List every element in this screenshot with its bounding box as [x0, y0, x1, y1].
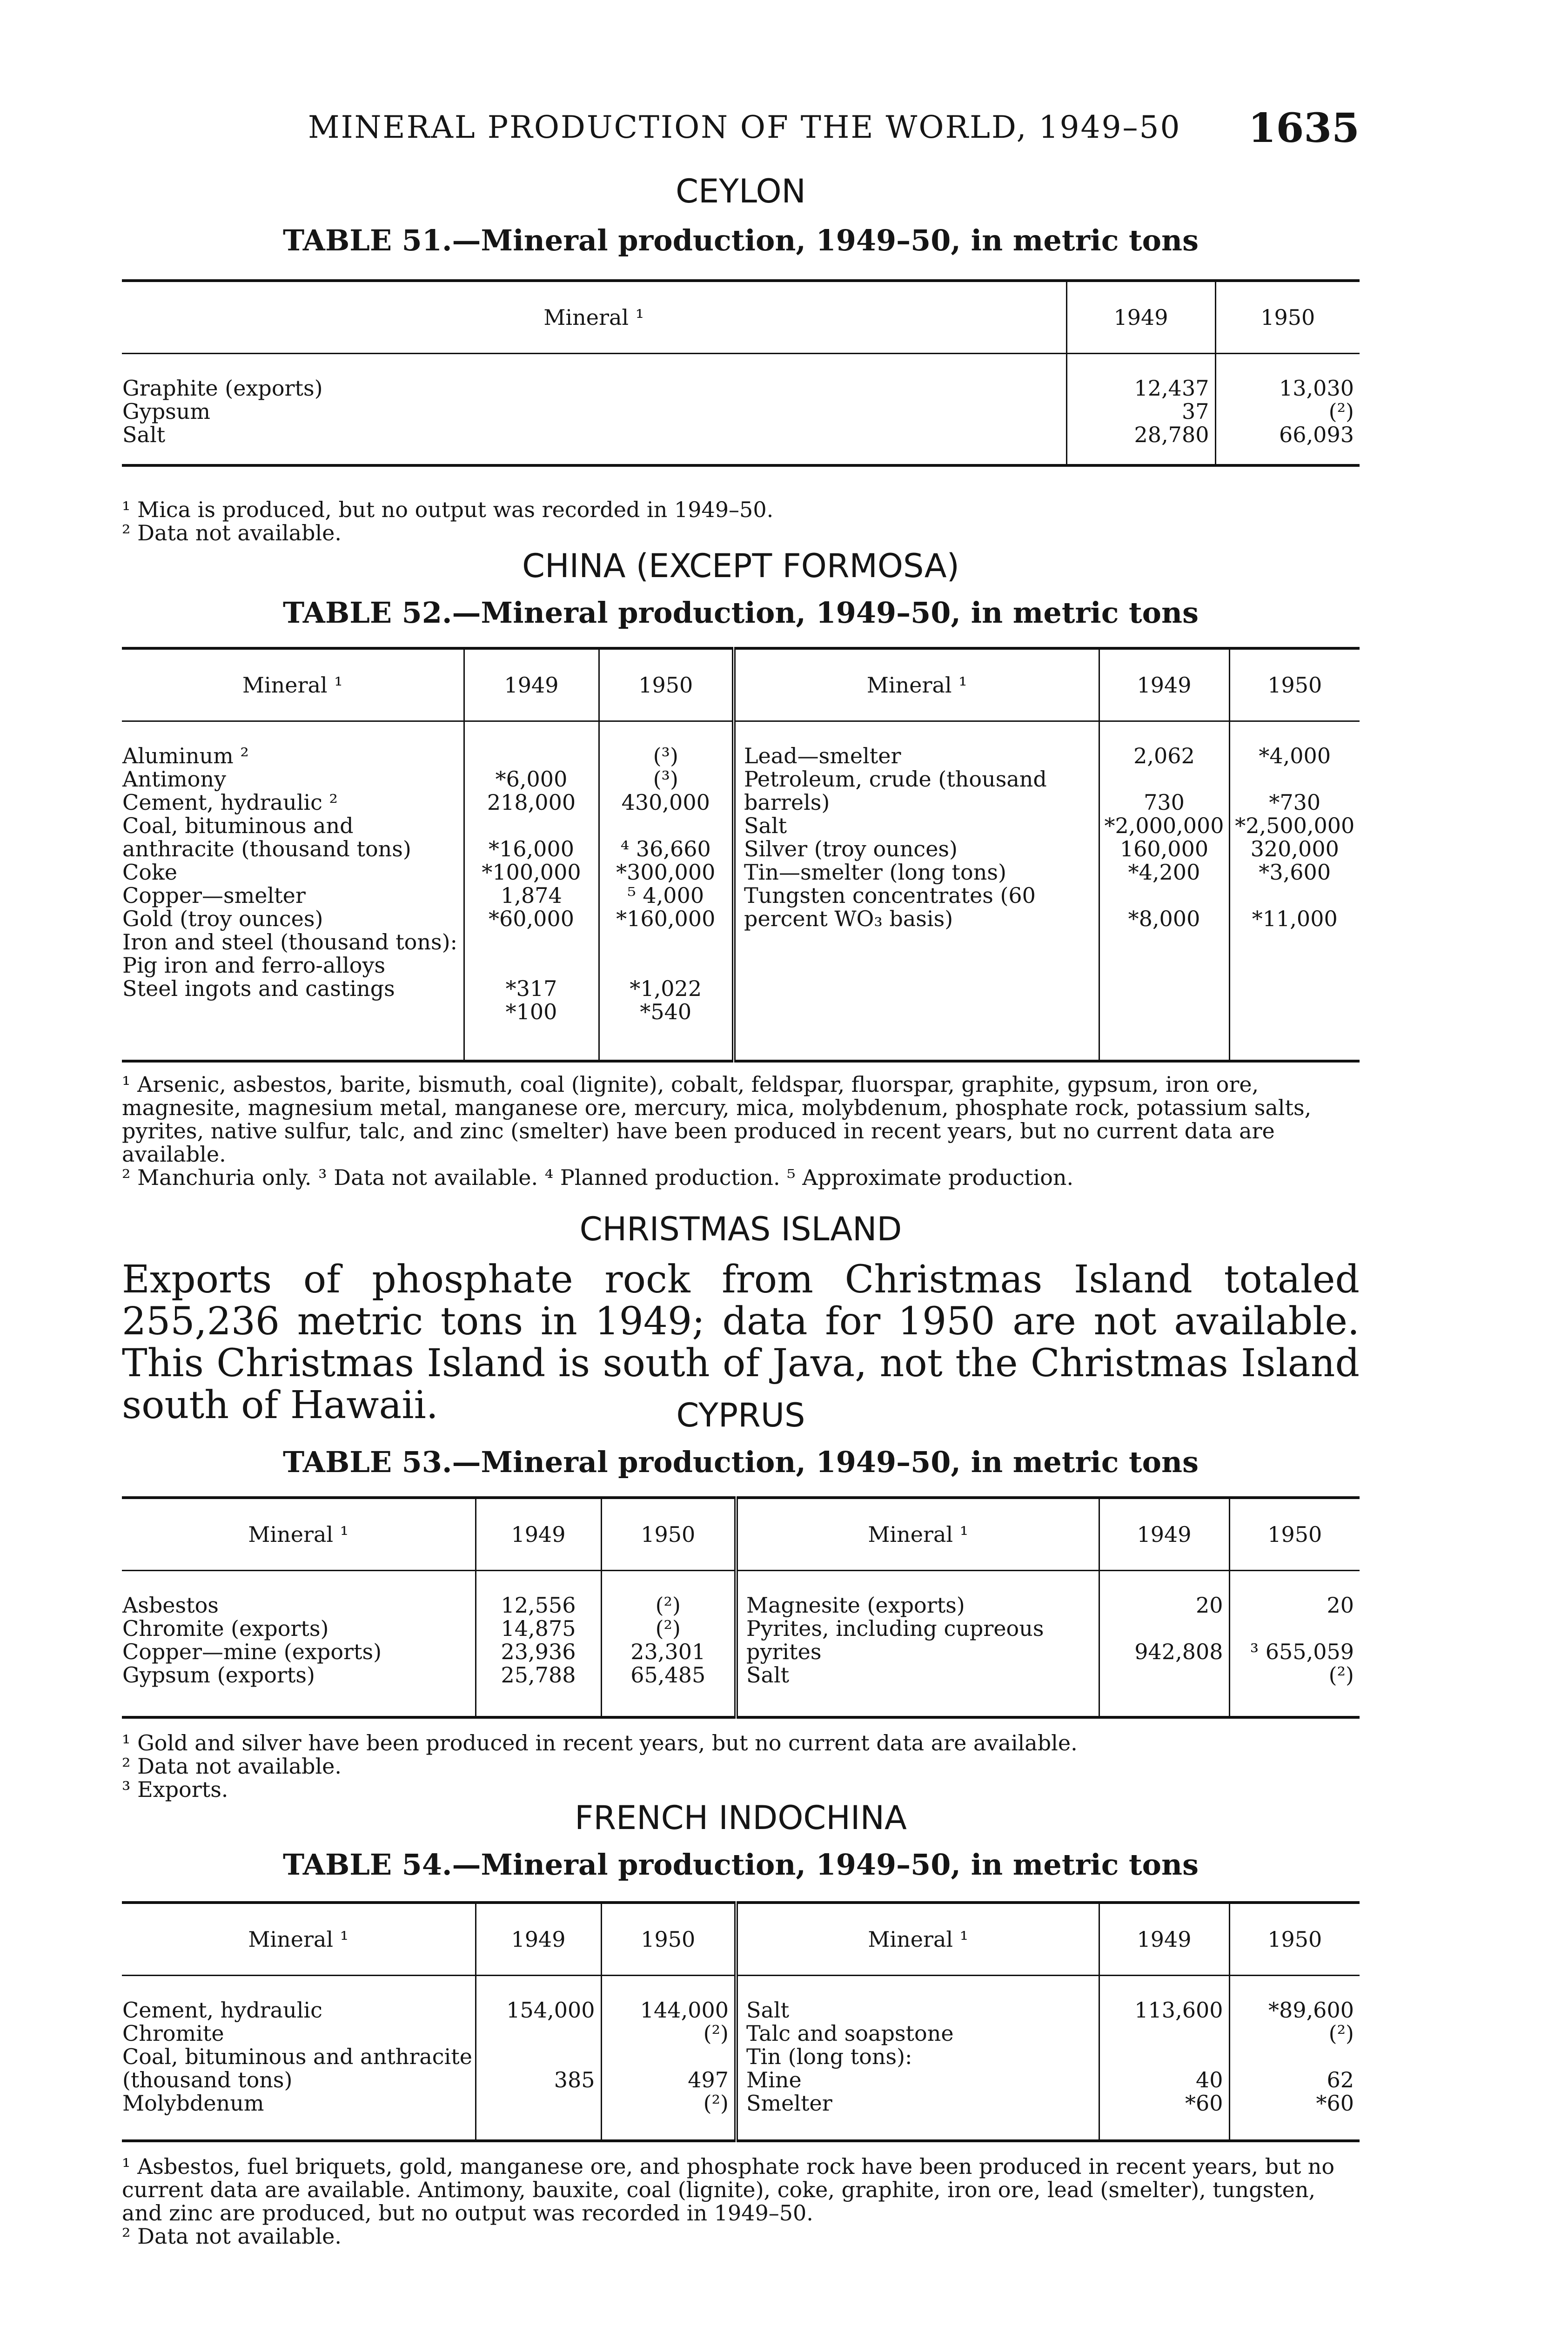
column-header-1950: 1950: [1229, 1498, 1360, 1571]
values-1950-right: *4,000 *730 *2,500,000 320,000 *3,600 *11,000: [1229, 721, 1360, 1061]
values-1949-right: 20 942,808: [1099, 1571, 1229, 1717]
column-header-1950: 1950: [1215, 281, 1360, 354]
values-1949-left: *6,000 218,000 *16,000 *100,000 1,874 *60,000 *317 *100: [464, 721, 599, 1061]
column-header-mineral: Mineral ¹: [734, 648, 1099, 721]
running-header: [122, 105, 1360, 156]
mineral-names-left: Asbestos Chromite (exports) Copper—mine (exports) Gypsum (exports): [122, 1593, 382, 1688]
footnotes-table-52: [122, 1073, 1360, 1189]
values-1950-left: (³) (³) 430,000 ⁴ 36,660 *300,000 ⁵ 4,000 *160,000 *1,022 *540: [599, 721, 734, 1061]
values-1950-left: 144,000 (²) 497 (²): [601, 1976, 736, 2141]
section-title-cyprus: CYPRUS: [676, 1396, 805, 1434]
values-1950-right: 20 ³ 655,059 (²): [1229, 1571, 1360, 1717]
column-header-1949: 1949: [1066, 281, 1215, 354]
values-1950-right: *89,600 (²) 62 *60: [1229, 1976, 1360, 2141]
column-header-1950: 1950: [599, 648, 734, 721]
mineral-names-right: Salt Talc and soapstone Tin (long tons): Mine Smelter: [736, 1976, 1099, 2141]
column-header-1949: 1949: [1099, 1498, 1229, 1571]
column-header-1949: 1949: [1099, 1903, 1229, 1976]
running-header-title: MINERAL PRODUCTION OF THE WORLD, 1949–50: [308, 109, 1181, 145]
column-header-1949: 1949: [464, 648, 599, 721]
column-header-1950: 1950: [1229, 648, 1360, 721]
footnote: ¹ Gold and silver have been produced in recent years, but no current data are available.: [122, 1730, 1078, 1755]
column-header-mineral: Mineral ¹: [736, 1498, 1099, 1571]
mineral-names-left: Aluminum ² Antimony Cement, hydraulic ² Coal, bituminous and anthracite (thousand tons) Coke Copper—smelter Gold (troy ounces) Iron and steel (thousand tons): Pig iron and ferro-alloys Steel ingots and castings: [122, 743, 458, 1001]
values-1950-left: (²) (²) 23,301 65,485: [601, 1571, 736, 1717]
mineral-names-right: Lead—smelter Petroleum, crude (thousand barrels) Salt Silver (troy ounces) Tin—smelter (long tons) Tungsten concentrates (60 percent WO₃ basis): [734, 721, 1099, 1061]
column-header-mineral: Mineral ¹: [122, 648, 464, 721]
values-1950: 13,030 (²) 66,093: [1215, 354, 1360, 465]
values-1949-right: 113,600 40 *60: [1099, 1976, 1229, 2141]
mineral-names-left: Cement, hydraulic Chromite Coal, bituminous and anthracite (thousand tons) Molybdenum: [122, 1997, 472, 2116]
column-header-mineral: Mineral ¹: [122, 1903, 476, 1976]
footnotes-table-53: [122, 1731, 1360, 1801]
footnote: ¹ Mica is produced, but no output was recorded in 1949–50.: [122, 497, 774, 522]
mineral-names-right: Magnesite (exports) Pyrites, including cupreous pyrites Salt: [736, 1571, 1099, 1717]
table-title-52: TABLE 52.—Mineral production, 1949–50, in metric tons: [282, 596, 1199, 630]
page-number: 1635: [1248, 105, 1360, 152]
column-header-mineral: Mineral ¹: [122, 281, 1066, 354]
table-title-51: TABLE 51.—Mineral production, 1949–50, in metric tons: [282, 223, 1199, 257]
table-title-53: TABLE 53.—Mineral production, 1949–50, in metric tons: [282, 1445, 1199, 1479]
column-header-1949: 1949: [1099, 648, 1229, 721]
values-1949-right: 2,062 730 *2,000,000 160,000 *4,200 *8,000: [1099, 721, 1229, 1061]
table-51: [122, 279, 1360, 467]
section-title-ceylon: CEYLON: [676, 172, 806, 210]
column-header-1949: 1949: [476, 1498, 601, 1571]
christmas-island-paragraph: Exports of phosphate rock from Christmas Island totaled 255,236 metric tons in 1949; data for 1950 are not available. This Christmas Island is south of Java, not the Christmas Island south of Hawaii.: [122, 1258, 1360, 1427]
section-title-christmas-island: CHRISTMAS ISLAND: [579, 1210, 902, 1248]
footnote: ³ Exports.: [122, 1777, 228, 1802]
footnotes-table-54: [122, 2155, 1360, 2248]
footnote: ² Manchuria only. ³ Data not available. ⁴ Planned production. ⁵ Approximate production.: [122, 1165, 1074, 1190]
footnote: ² Data not available.: [122, 520, 342, 545]
table-54: [122, 1901, 1360, 2142]
column-header-1950: 1950: [601, 1903, 736, 1976]
footnotes-table-51: [122, 498, 1360, 545]
footnote: ² Data not available.: [122, 1754, 342, 1779]
table-53: [122, 1496, 1360, 1719]
column-header-1950: 1950: [1229, 1903, 1360, 1976]
column-header-mineral: Mineral ¹: [122, 1498, 476, 1571]
footnote: ² Data not available.: [122, 2224, 342, 2249]
table-52: [122, 647, 1360, 1063]
section-title-china: CHINA (EXCEPT FORMOSA): [522, 547, 959, 585]
footnote: ¹ Arsenic, asbestos, barite, bismuth, coal (lignite), cobalt, feldspar, fluorspar, graphite, gypsum, iron ore, magnesite, magnesium metal, manganese ore, mercury, mica, molybdenum, phosphate rock, potassium salts, pyrites, native sulfur, talc, and zinc (smelter) have been produced in recent years, but no current data are available.: [122, 1072, 1312, 1167]
column-header-mineral: Mineral ¹: [736, 1903, 1099, 1976]
values-1949-left: 154,000 385: [476, 1976, 601, 2141]
column-header-1949: 1949: [476, 1903, 601, 1976]
mineral-names: Graphite (exports) Gypsum Salt: [122, 376, 323, 447]
column-header-1950: 1950: [601, 1498, 736, 1571]
footnote: ¹ Asbestos, fuel briquets, gold, manganese ore, and phosphate rock have been produced in recent years, but no current data are available. Antimony, bauxite, coal (lignite), coke, graphite, iron ore, lead (smelter), tungsten, and zinc are produced, but no output was recorded in 1949–50.: [122, 2154, 1335, 2226]
values-1949-left: 12,556 14,875 23,936 25,788: [476, 1571, 601, 1717]
table-title-54: TABLE 54.—Mineral production, 1949–50, in metric tons: [282, 1848, 1199, 1882]
section-title-french-indochina: FRENCH INDOCHINA: [575, 1799, 907, 1837]
values-1949: 12,437 37 28,780: [1066, 354, 1215, 465]
